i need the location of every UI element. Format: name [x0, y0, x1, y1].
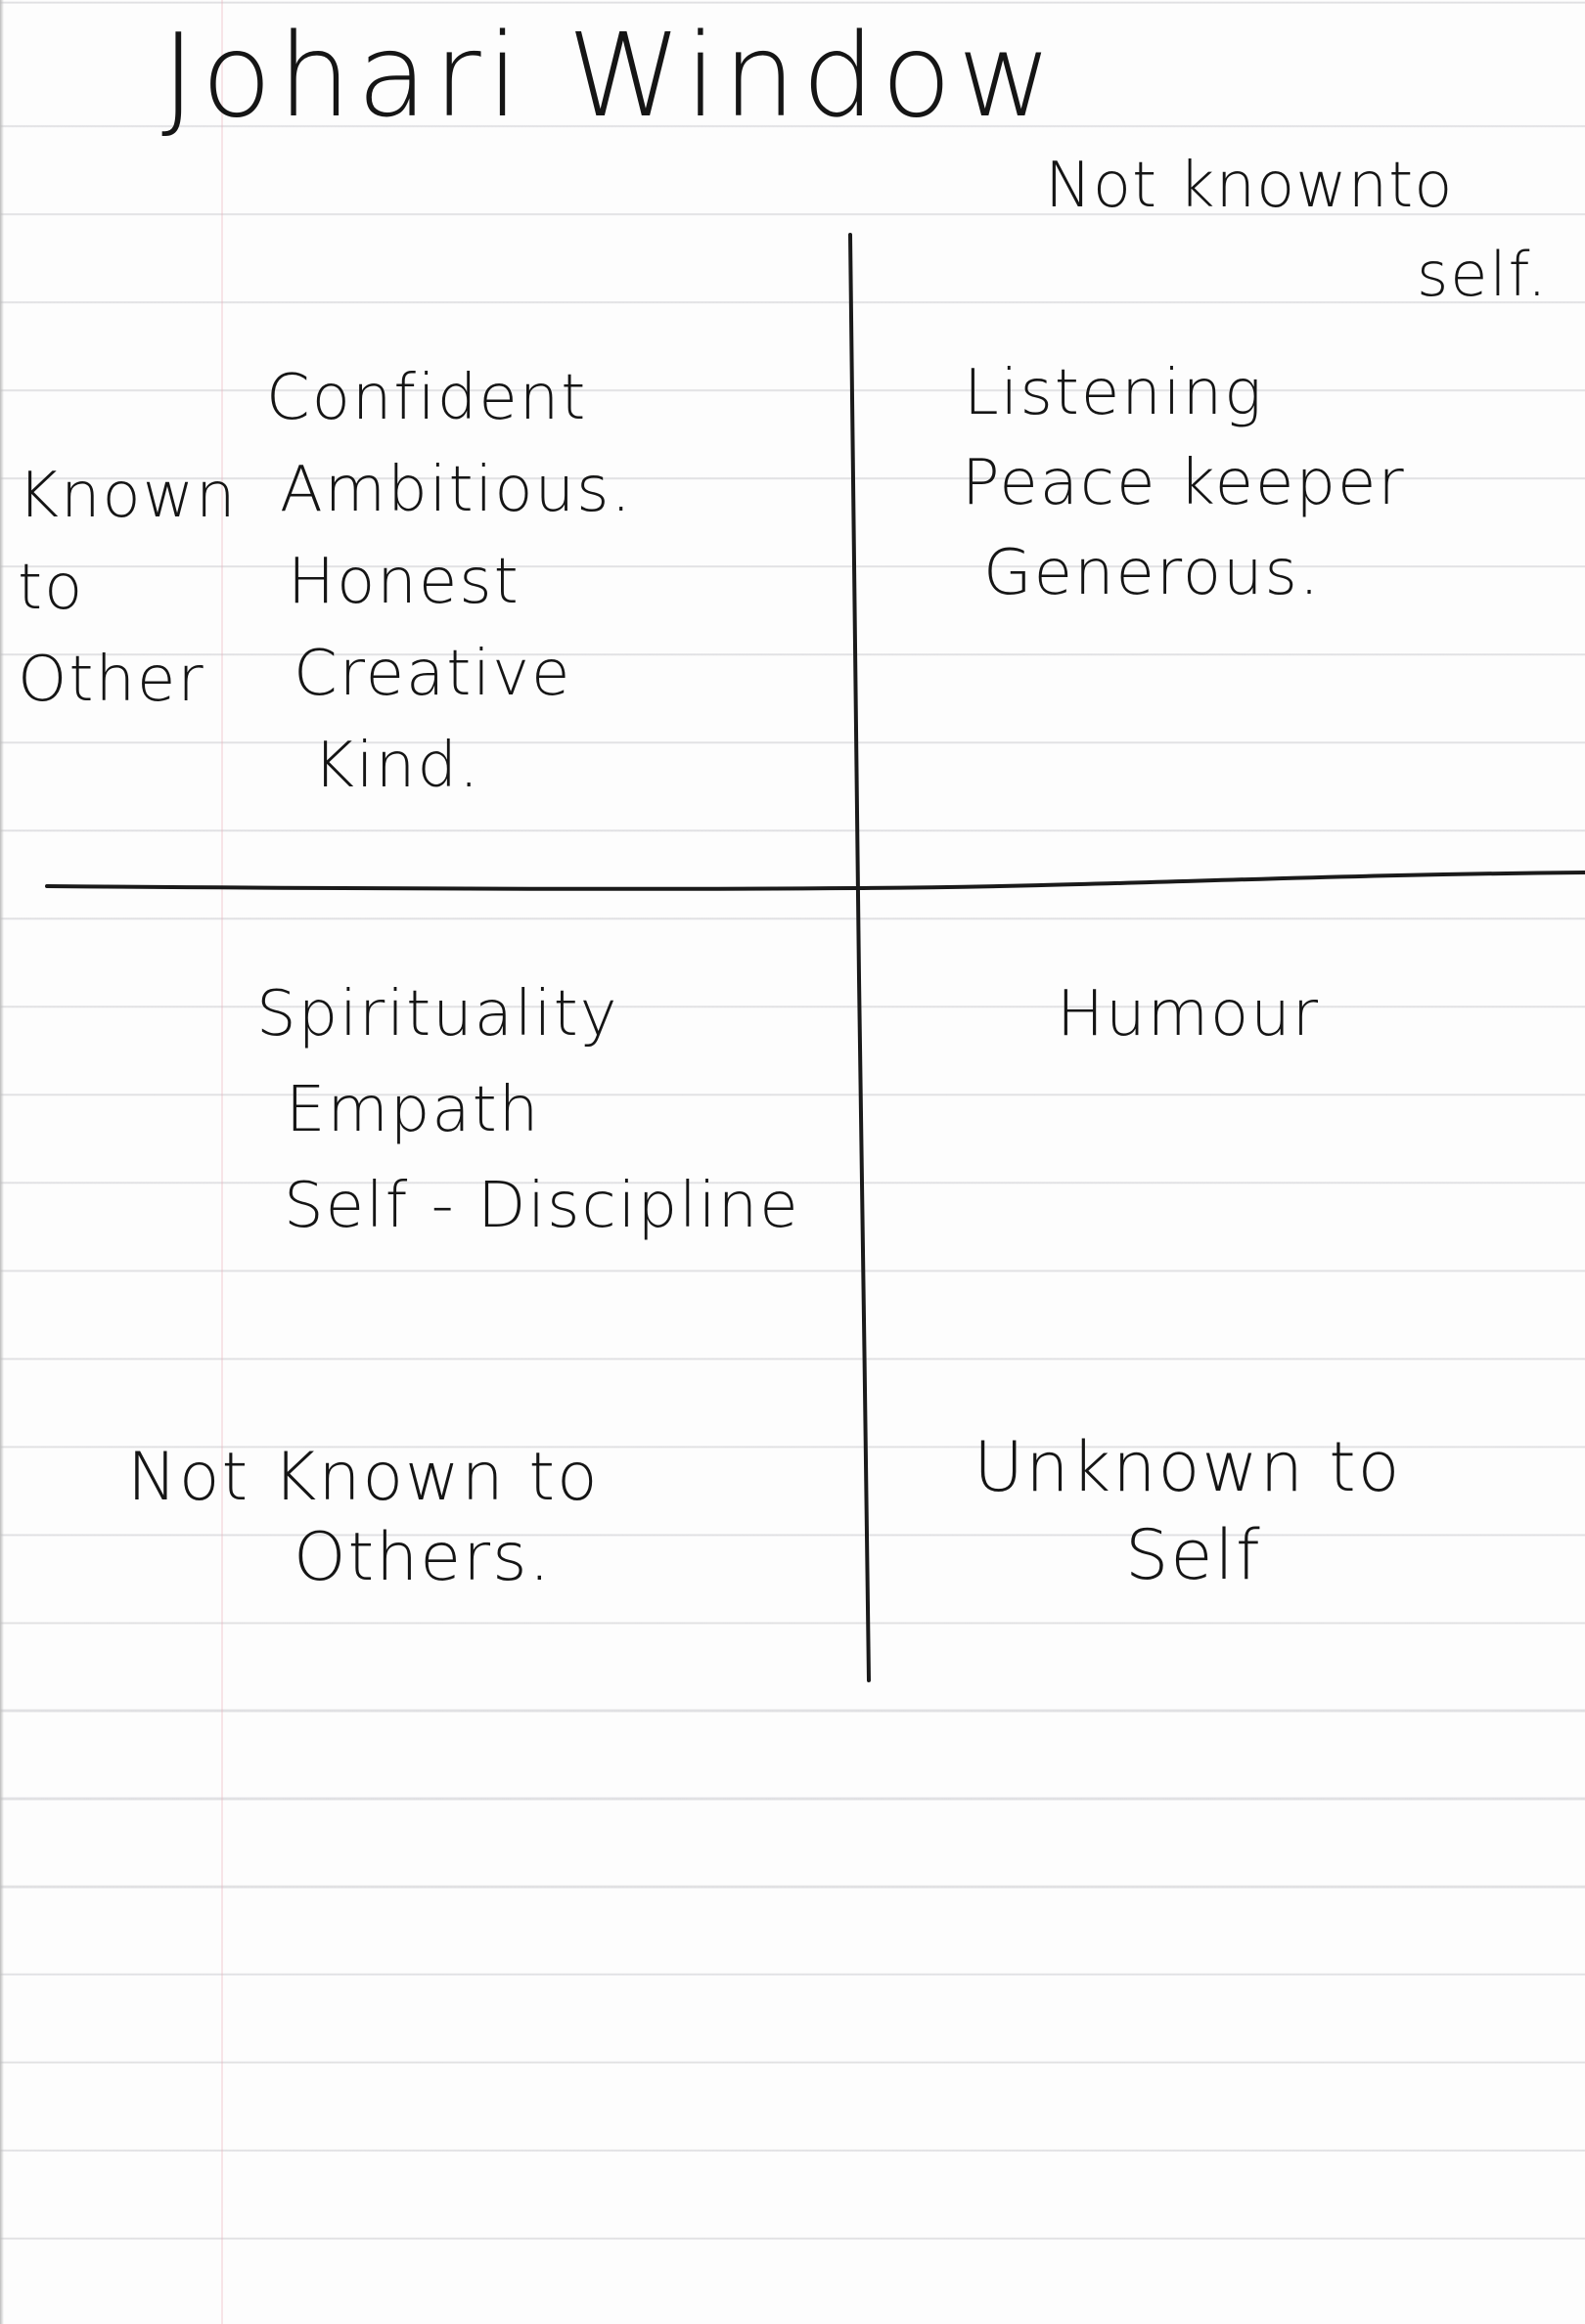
label-line-1: Unknown to: [974, 1427, 1402, 1507]
list-item: Creative: [294, 638, 572, 710]
page-title: Johari Window: [161, 8, 1059, 143]
list-item: Honest: [288, 546, 521, 618]
quadrant-label-unknown-to-self: [974, 1423, 1401, 1599]
horizontal-divider: [47, 872, 1585, 889]
axis-left-line-3: Other: [18, 644, 205, 716]
axis-left-line-2: to: [18, 552, 85, 624]
label-line-1: Not Known to: [127, 1439, 600, 1516]
axis-label-self: self.: [1417, 239, 1549, 310]
quadrant-unknown-list: [1057, 978, 1320, 1050]
list-item: Generous.: [983, 537, 1322, 609]
list-item: Peace keeper: [962, 447, 1406, 519]
axis-left-line-1: Known: [18, 460, 238, 532]
list-item: Ambitious.: [280, 454, 633, 526]
list-item: Empath: [286, 1074, 541, 1146]
list-item: Self - Discipline: [284, 1170, 800, 1242]
vertical-divider: [850, 235, 869, 1680]
list-item: Confident: [266, 362, 588, 434]
list-item: Listening: [964, 357, 1264, 429]
quadrant-label-not-known-to-others: [127, 1438, 600, 1598]
list-item: Kind.: [313, 730, 481, 802]
list-item: Spirituality: [256, 978, 619, 1050]
list-item: Humour: [1057, 978, 1321, 1050]
axis-label-not-known-to-self: Not knownto: [1045, 150, 1454, 222]
quadrant-open-list: [266, 362, 633, 822]
quadrant-blind-list: [964, 357, 1406, 627]
axis-label-known-to-other: [18, 450, 238, 726]
label-line-2: Self: [1125, 1515, 1262, 1595]
quadrant-hidden-list: [256, 978, 800, 1266]
label-line-2: Others.: [294, 1519, 553, 1596]
